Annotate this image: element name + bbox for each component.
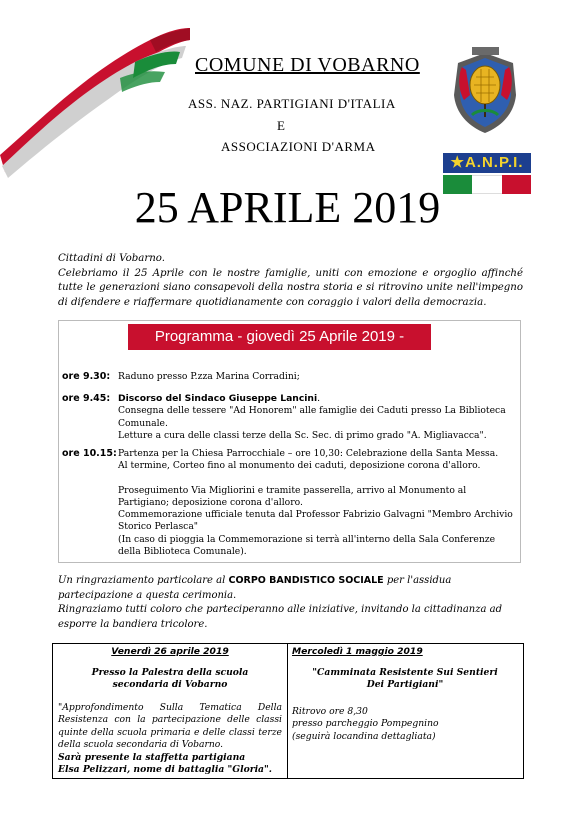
thanks-pre: Un ringraziamento particolare al	[58, 575, 229, 586]
association-line-3: ASSOCIAZIONI D'ARMA	[221, 139, 376, 154]
event-right-line-1: Ritrovo ore 8,30	[292, 705, 368, 717]
item2-bold-suffix: .	[317, 393, 321, 404]
thanks-text	[58, 574, 528, 632]
item2-line-3: Letture a cura delle classi terze della Sc. Sec. di primo grado "A. Migliavacca".	[118, 429, 487, 441]
anpi-logo: ★A.N.P.I.	[443, 153, 531, 194]
event-right-line-2: presso parcheggio Pompegnino	[292, 718, 439, 729]
intro-line-1: Cittadini di Vobarno.	[58, 253, 165, 264]
association-line-1: ASS. NAZ. PARTIGIANI D'ITALIA	[188, 96, 396, 111]
item3-time: ore 10.15:	[62, 448, 117, 459]
anpi-logo-text: A.N.P.I.	[464, 154, 524, 171]
item1-line: Raduno presso P.zza Marina Corradini;	[118, 371, 300, 382]
item3-line-3: Proseguimento Via Migliorini e tramite passerella, arrivo al Monumento al Partigiano; deposizione corona d'alloro.	[118, 484, 467, 508]
item3-line-1: Partenza per la Chiesa Parrocchiale – ore 10,30: Celebrazione della Santa Messa.	[118, 448, 499, 459]
event-right-line-3: (seguirà locandina dettagliata)	[292, 730, 436, 742]
event-left-bold-1: Sarà presente la staffetta partigiana	[58, 751, 246, 763]
item2-text	[118, 393, 516, 442]
intro-text	[58, 252, 523, 310]
item2-line-2: Consegna delle tessere "Ad Honorem" alle famiglie dei Caduti presso La Biblioteca Comunale.	[118, 405, 506, 429]
item1-time: ore 9.30:	[62, 371, 111, 382]
item1-text	[118, 371, 508, 383]
association-line-2: E	[277, 118, 286, 133]
programma-banner: Programma - giovedì 25 Aprile 2019 -	[128, 324, 431, 350]
event-left-bold-2: Elsa Pelizzari, nome di battaglia "Gloria".	[58, 764, 272, 775]
event-left-date: Venerdì 26 aprile 2019	[111, 646, 229, 657]
corpo-bandistico: CORPO BANDISTICO SOCIALE	[228, 575, 384, 586]
item3-line-4: Commemorazione ufficiale tenuta dal Professor Fabrizio Galvagni "Membro Archivio Storico Perlasca"	[118, 509, 513, 533]
event-left-place: Presso la Palestra della scuola secondaria di Vobarno	[91, 666, 249, 690]
item3-line-2: Al termine, Corteo fino al monumento dei caduti, deposizione corona d'alloro.	[118, 460, 481, 472]
events-divider	[287, 643, 288, 778]
italian-flag-ribbon	[0, 0, 190, 180]
thanks-post: per l'assidua partecipazione a questa cerimonia.	[58, 575, 452, 601]
intro-line-2: Celebriamo il 25 Aprile con le nostre famiglie, uniti con emozione e orgoglio affinché tutte le generazioni siano consapevoli della nostra storia e si ritrovino unite nell'impegno di difendere e riaffermare quotidianamente con coraggio i valori della democrazia.	[58, 267, 523, 308]
sindaco-speech: Discorso del Sindaco Giuseppe Lancini	[118, 393, 318, 404]
comune-title: COMUNE DI VOBARNO	[195, 54, 420, 76]
event-right-title: "Camminata Resistente Sui Sentieri Dei Partigiani"	[312, 666, 498, 690]
item2-time: ore 9.45:	[62, 393, 111, 404]
event-left	[58, 646, 282, 777]
event-left-desc: "Approfondimento Sulla Tematica Della Resistenza con la partecipazione delle classi quinte della scuola primaria e delle classi terze della scuola secondaria di Vobarno.	[58, 701, 282, 750]
item3-text	[118, 448, 516, 558]
event-right	[292, 646, 518, 743]
thanks-line-2: Ringraziamo tutti coloro che parteciperanno alle iniziative, invitando la cittadinanza ad esporre la bandiera tricolore.	[58, 604, 502, 630]
page-title: 25 APRILE 2019	[134, 183, 441, 232]
event-right-date: Mercoledì 1 maggio 2019	[292, 646, 423, 657]
item3-line-5: (In caso di pioggia la Commemorazione si terrà all'interno della Sala Conferenze della Biblioteca Comunale).	[118, 533, 496, 558]
municipal-crest-icon	[448, 45, 523, 135]
